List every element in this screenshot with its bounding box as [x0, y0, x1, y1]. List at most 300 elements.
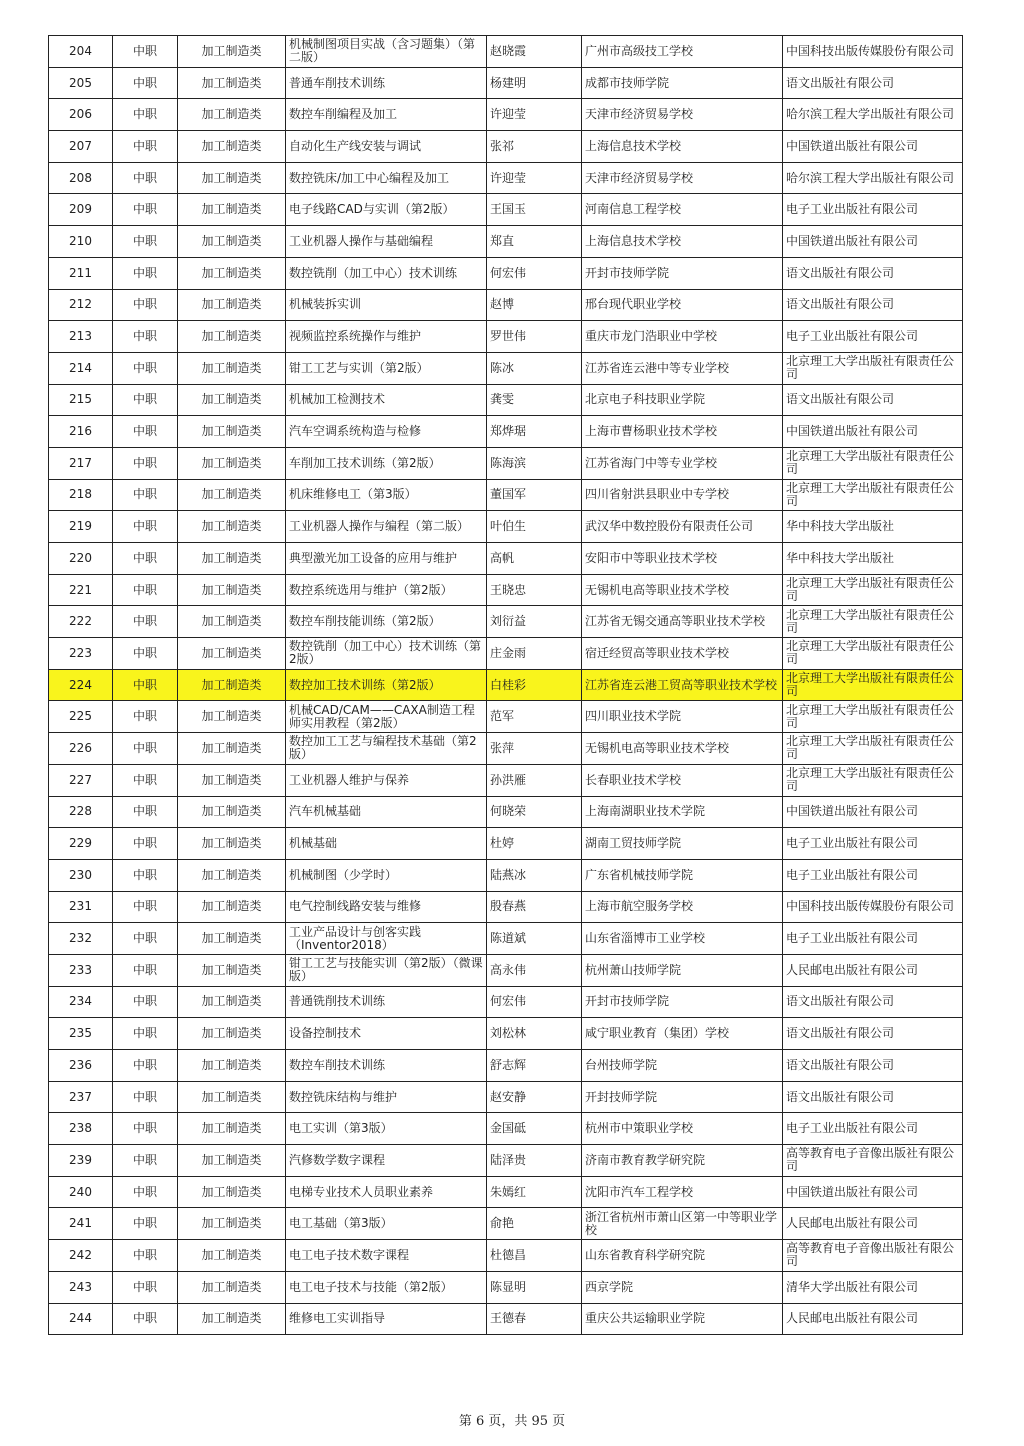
row-number-cell: 215	[49, 384, 113, 416]
category-cell: 加工制造类	[178, 986, 286, 1018]
publisher-cell: 北京理工大学出版社有限责任公司	[783, 733, 963, 765]
school-cell: 浙江省杭州市萧山区第一中等职业学校	[582, 1208, 783, 1240]
category-cell: 加工制造类	[178, 384, 286, 416]
publisher-cell: 清华大学出版社有限公司	[783, 1271, 963, 1303]
education-level-cell: 中职	[113, 1176, 178, 1208]
author-cell: 杜婷	[487, 828, 582, 860]
book-title-cell: 电气控制线路安装与维修	[286, 891, 487, 923]
publisher-cell: 人民邮电出版社有限公司	[783, 1303, 963, 1335]
table-row	[49, 352, 963, 384]
table-row	[49, 859, 963, 891]
publisher-cell: 语文出版社有限公司	[783, 67, 963, 99]
school-cell: 无锡机电高等职业技术学校	[582, 574, 783, 606]
author-cell: 陈海滨	[487, 447, 582, 479]
row-number-cell: 243	[49, 1271, 113, 1303]
author-cell: 郑烨琚	[487, 416, 582, 448]
author-cell: 刘松林	[487, 1018, 582, 1050]
education-level-cell: 中职	[113, 669, 178, 701]
row-number-cell: 236	[49, 1050, 113, 1082]
publisher-cell: 高等教育电子音像出版社有限公司	[783, 1240, 963, 1272]
category-cell: 加工制造类	[178, 859, 286, 891]
category-cell: 加工制造类	[178, 162, 286, 194]
author-cell: 张祁	[487, 131, 582, 163]
school-cell: 台州技师学院	[582, 1050, 783, 1082]
school-cell: 杭州萧山技师学院	[582, 954, 783, 986]
education-level-cell: 中职	[113, 923, 178, 955]
author-cell: 张萍	[487, 733, 582, 765]
publisher-cell: 中国铁道出版社有限公司	[783, 131, 963, 163]
publisher-cell: 语文出版社有限公司	[783, 257, 963, 289]
row-number-cell: 227	[49, 764, 113, 796]
table-row	[49, 606, 963, 638]
school-cell: 成都市技师学院	[582, 67, 783, 99]
school-cell: 山东省淄博市工业学校	[582, 923, 783, 955]
book-title-cell: 普通铣削技术训练	[286, 986, 487, 1018]
book-title-cell: 工业机器人维护与保养	[286, 764, 487, 796]
book-title-cell: 钳工工艺与技能实训（第2版）（微课版）	[286, 954, 487, 986]
table-row	[49, 1113, 963, 1145]
book-title-cell: 数控铣削（加工中心）技术训练（第2版）	[286, 638, 487, 670]
page-footer: 第 6 页，共 95 页	[458, 1414, 566, 1429]
school-cell: 天津市经济贸易学校	[582, 162, 783, 194]
education-level-cell: 中职	[113, 891, 178, 923]
table-row	[49, 1176, 963, 1208]
book-title-cell: 车削加工技术训练（第2版）	[286, 447, 487, 479]
school-cell: 开封市技师学院	[582, 986, 783, 1018]
row-number-cell: 205	[49, 67, 113, 99]
category-cell: 加工制造类	[178, 543, 286, 575]
school-cell: 重庆公共运输职业学院	[582, 1303, 783, 1335]
school-cell: 长春职业技术学校	[582, 764, 783, 796]
row-number-cell: 219	[49, 511, 113, 543]
table-row	[49, 511, 963, 543]
category-cell: 加工制造类	[178, 954, 286, 986]
author-cell: 陆燕冰	[487, 859, 582, 891]
education-level-cell: 中职	[113, 859, 178, 891]
school-cell: 咸宁职业教育（集团）学校	[582, 1018, 783, 1050]
row-number-cell: 207	[49, 131, 113, 163]
category-cell: 加工制造类	[178, 923, 286, 955]
author-cell: 范军	[487, 701, 582, 733]
author-cell: 庄金雨	[487, 638, 582, 670]
table-row	[49, 131, 963, 163]
table-row	[49, 1050, 963, 1082]
table-row	[49, 99, 963, 131]
school-cell: 开封技师学院	[582, 1081, 783, 1113]
school-cell: 天津市经济贸易学校	[582, 99, 783, 131]
row-number-cell: 233	[49, 954, 113, 986]
author-cell: 董国军	[487, 479, 582, 511]
row-number-cell: 231	[49, 891, 113, 923]
author-cell: 孙洪雁	[487, 764, 582, 796]
book-title-cell: 数控系统选用与维护（第2版）	[286, 574, 487, 606]
row-number-cell: 209	[49, 194, 113, 226]
school-cell: 江苏省连云港中等专业学校	[582, 352, 783, 384]
education-level-cell: 中职	[113, 384, 178, 416]
publisher-cell: 北京理工大学出版社有限责任公司	[783, 701, 963, 733]
school-cell: 河南信息工程学校	[582, 194, 783, 226]
category-cell: 加工制造类	[178, 701, 286, 733]
author-cell: 龚雯	[487, 384, 582, 416]
school-cell: 杭州市中策职业学校	[582, 1113, 783, 1145]
author-cell: 白桂彩	[487, 669, 582, 701]
publisher-cell: 电子工业出版社有限公司	[783, 859, 963, 891]
author-cell: 郑直	[487, 226, 582, 258]
author-cell: 陈道斌	[487, 923, 582, 955]
education-level-cell: 中职	[113, 352, 178, 384]
author-cell: 许迎莹	[487, 162, 582, 194]
category-cell: 加工制造类	[178, 1208, 286, 1240]
education-level-cell: 中职	[113, 701, 178, 733]
education-level-cell: 中职	[113, 1208, 178, 1240]
table-row	[49, 257, 963, 289]
school-cell: 上海南湖职业技术学院	[582, 796, 783, 828]
row-number-cell: 242	[49, 1240, 113, 1272]
book-title-cell: 数控加工工艺与编程技术基础（第2版）	[286, 733, 487, 765]
publisher-cell: 语文出版社有限公司	[783, 384, 963, 416]
author-cell: 叶伯生	[487, 511, 582, 543]
category-cell: 加工制造类	[178, 606, 286, 638]
education-level-cell: 中职	[113, 1240, 178, 1272]
education-level-cell: 中职	[113, 99, 178, 131]
education-level-cell: 中职	[113, 1303, 178, 1335]
book-title-cell: 工业产品设计与创客实践（Inventor2018）	[286, 923, 487, 955]
category-cell: 加工制造类	[178, 194, 286, 226]
book-title-cell: 机械装拆实训	[286, 289, 487, 321]
row-number-cell: 241	[49, 1208, 113, 1240]
book-title-cell: 机械基础	[286, 828, 487, 860]
book-title-cell: 电工电子技术数字课程	[286, 1240, 487, 1272]
author-cell: 舒志辉	[487, 1050, 582, 1082]
education-level-cell: 中职	[113, 194, 178, 226]
school-cell: 武汉华中数控股份有限责任公司	[582, 511, 783, 543]
table-row	[49, 1145, 963, 1177]
book-title-cell: 视频监控系统操作与维护	[286, 321, 487, 353]
publisher-cell: 人民邮电出版社有限公司	[783, 1208, 963, 1240]
book-title-cell: 典型激光加工设备的应用与维护	[286, 543, 487, 575]
table-row	[49, 1303, 963, 1335]
publisher-cell: 高等教育电子音像出版社有限公司	[783, 1145, 963, 1177]
education-level-cell: 中职	[113, 574, 178, 606]
publisher-cell: 中国铁道出版社有限公司	[783, 1176, 963, 1208]
publisher-cell: 北京理工大学出版社有限责任公司	[783, 574, 963, 606]
author-cell: 刘衍益	[487, 606, 582, 638]
book-title-cell: 机械加工检测技术	[286, 384, 487, 416]
row-number-cell: 216	[49, 416, 113, 448]
table-row	[49, 36, 963, 68]
publisher-cell: 中国科技出版传媒股份有限公司	[783, 891, 963, 923]
school-cell: 宿迁经贸高等职业技术学校	[582, 638, 783, 670]
category-cell: 加工制造类	[178, 479, 286, 511]
table-row	[49, 162, 963, 194]
row-number-cell: 224	[49, 669, 113, 701]
category-cell: 加工制造类	[178, 1081, 286, 1113]
row-number-cell: 218	[49, 479, 113, 511]
category-cell: 加工制造类	[178, 764, 286, 796]
education-level-cell: 中职	[113, 162, 178, 194]
education-level-cell: 中职	[113, 226, 178, 258]
education-level-cell: 中职	[113, 638, 178, 670]
row-number-cell: 213	[49, 321, 113, 353]
row-number-cell: 217	[49, 447, 113, 479]
table-row	[49, 1018, 963, 1050]
education-level-cell: 中职	[113, 1113, 178, 1145]
author-cell: 殷春燕	[487, 891, 582, 923]
education-level-cell: 中职	[113, 67, 178, 99]
book-title-cell: 数控铣床/加工中心编程及加工	[286, 162, 487, 194]
category-cell: 加工制造类	[178, 1240, 286, 1272]
table-row	[49, 416, 963, 448]
publisher-cell: 北京理工大学出版社有限责任公司	[783, 479, 963, 511]
publisher-cell: 哈尔滨工程大学出版社有限公司	[783, 99, 963, 131]
category-cell: 加工制造类	[178, 447, 286, 479]
book-title-cell: 机械制图项目实战（含习题集）（第二版）	[286, 36, 487, 68]
publisher-cell: 电子工业出版社有限公司	[783, 828, 963, 860]
education-level-cell: 中职	[113, 257, 178, 289]
category-cell: 加工制造类	[178, 891, 286, 923]
book-title-cell: 数控铣削（加工中心）技术训练	[286, 257, 487, 289]
table-row	[49, 67, 963, 99]
publisher-cell: 语文出版社有限公司	[783, 1018, 963, 1050]
school-cell: 四川省射洪县职业中专学校	[582, 479, 783, 511]
row-number-cell: 225	[49, 701, 113, 733]
category-cell: 加工制造类	[178, 1271, 286, 1303]
category-cell: 加工制造类	[178, 828, 286, 860]
author-cell: 高帆	[487, 543, 582, 575]
education-level-cell: 中职	[113, 986, 178, 1018]
row-number-cell: 221	[49, 574, 113, 606]
author-cell: 高永伟	[487, 954, 582, 986]
education-level-cell: 中职	[113, 796, 178, 828]
education-level-cell: 中职	[113, 828, 178, 860]
publisher-cell: 北京理工大学出版社有限责任公司	[783, 764, 963, 796]
publisher-cell: 北京理工大学出版社有限责任公司	[783, 352, 963, 384]
table-row	[49, 289, 963, 321]
row-number-cell: 222	[49, 606, 113, 638]
row-number-cell: 206	[49, 99, 113, 131]
book-title-cell: 电工实训（第3版）	[286, 1113, 487, 1145]
author-cell: 金国砥	[487, 1113, 582, 1145]
publisher-cell: 北京理工大学出版社有限责任公司	[783, 638, 963, 670]
school-cell: 湖南工贸技师学院	[582, 828, 783, 860]
book-title-cell: 机械制图（少学时）	[286, 859, 487, 891]
table-row	[49, 543, 963, 575]
publisher-cell: 电子工业出版社有限公司	[783, 321, 963, 353]
school-cell: 广州市高级技工学校	[582, 36, 783, 68]
publisher-cell: 华中科技大学出版社	[783, 543, 963, 575]
row-number-cell: 210	[49, 226, 113, 258]
category-cell: 加工制造类	[178, 67, 286, 99]
table-row	[49, 1208, 963, 1240]
book-title-cell: 汽修数学数字课程	[286, 1145, 487, 1177]
author-cell: 赵安静	[487, 1081, 582, 1113]
table-row	[49, 1240, 963, 1272]
category-cell: 加工制造类	[178, 1050, 286, 1082]
publisher-cell: 北京理工大学出版社有限责任公司	[783, 606, 963, 638]
table-row	[49, 479, 963, 511]
publisher-cell: 语文出版社有限公司	[783, 1081, 963, 1113]
table-row	[49, 1081, 963, 1113]
table-row	[49, 764, 963, 796]
education-level-cell: 中职	[113, 1018, 178, 1050]
category-cell: 加工制造类	[178, 1303, 286, 1335]
row-number-cell: 220	[49, 543, 113, 575]
author-cell: 陈冰	[487, 352, 582, 384]
school-cell: 北京电子科技职业学院	[582, 384, 783, 416]
table-row	[49, 669, 963, 701]
publisher-cell: 哈尔滨工程大学出版社有限公司	[783, 162, 963, 194]
book-title-cell: 数控加工技术训练（第2版）	[286, 669, 487, 701]
education-level-cell: 中职	[113, 1050, 178, 1082]
school-cell: 开封市技师学院	[582, 257, 783, 289]
book-title-cell: 机床维修电工（第3版）	[286, 479, 487, 511]
author-cell: 赵博	[487, 289, 582, 321]
row-number-cell: 239	[49, 1145, 113, 1177]
book-title-cell: 工业机器人操作与编程（第二版）	[286, 511, 487, 543]
category-cell: 加工制造类	[178, 226, 286, 258]
table-row	[49, 194, 963, 226]
table-row	[49, 638, 963, 670]
education-level-cell: 中职	[113, 321, 178, 353]
row-number-cell: 240	[49, 1176, 113, 1208]
book-title-cell: 数控铣床结构与维护	[286, 1081, 487, 1113]
publisher-cell: 电子工业出版社有限公司	[783, 923, 963, 955]
school-cell: 江苏省连云港工贸高等职业技术学校	[582, 669, 783, 701]
education-level-cell: 中职	[113, 289, 178, 321]
book-title-cell: 自动化生产线安装与调试	[286, 131, 487, 163]
category-cell: 加工制造类	[178, 352, 286, 384]
school-cell: 无锡机电高等职业技术学校	[582, 733, 783, 765]
table-row	[49, 923, 963, 955]
row-number-cell: 223	[49, 638, 113, 670]
table-row	[49, 1271, 963, 1303]
category-cell: 加工制造类	[178, 796, 286, 828]
publisher-cell: 人民邮电出版社有限公司	[783, 954, 963, 986]
table-row	[49, 954, 963, 986]
table-row	[49, 574, 963, 606]
school-cell: 上海信息技术学校	[582, 131, 783, 163]
publisher-cell: 电子工业出版社有限公司	[783, 1113, 963, 1145]
education-level-cell: 中职	[113, 733, 178, 765]
education-level-cell: 中职	[113, 511, 178, 543]
book-title-cell: 汽车空调系统构造与检修	[286, 416, 487, 448]
publisher-cell: 语文出版社有限公司	[783, 1050, 963, 1082]
school-cell: 沈阳市汽车工程学校	[582, 1176, 783, 1208]
school-cell: 邢台现代职业学校	[582, 289, 783, 321]
education-level-cell: 中职	[113, 764, 178, 796]
publisher-cell: 语文出版社有限公司	[783, 289, 963, 321]
table-row	[49, 384, 963, 416]
education-level-cell: 中职	[113, 954, 178, 986]
book-title-cell: 数控车削技术训练	[286, 1050, 487, 1082]
category-cell: 加工制造类	[178, 36, 286, 68]
row-number-cell: 237	[49, 1081, 113, 1113]
book-title-cell: 机械CAD/CAM——CAXA制造工程师实用教程（第2版）	[286, 701, 487, 733]
publisher-cell: 北京理工大学出版社有限责任公司	[783, 447, 963, 479]
row-number-cell: 211	[49, 257, 113, 289]
publisher-cell: 中国铁道出版社有限公司	[783, 796, 963, 828]
publisher-cell: 电子工业出版社有限公司	[783, 194, 963, 226]
table-row	[49, 986, 963, 1018]
author-cell: 朱嫣红	[487, 1176, 582, 1208]
table-row	[49, 226, 963, 258]
row-number-cell: 228	[49, 796, 113, 828]
author-cell: 陈显明	[487, 1271, 582, 1303]
book-title-cell: 电工电子技术与技能（第2版）	[286, 1271, 487, 1303]
book-title-cell: 设备控制技术	[286, 1018, 487, 1050]
school-cell: 江苏省海门中等专业学校	[582, 447, 783, 479]
book-title-cell: 电工基础（第3版）	[286, 1208, 487, 1240]
education-level-cell: 中职	[113, 131, 178, 163]
school-cell: 江苏省无锡交通高等职业技术学校	[582, 606, 783, 638]
row-number-cell: 214	[49, 352, 113, 384]
author-cell: 何宏伟	[487, 257, 582, 289]
row-number-cell: 238	[49, 1113, 113, 1145]
table-row	[49, 733, 963, 765]
school-cell: 重庆市龙门浩职业中学校	[582, 321, 783, 353]
category-cell: 加工制造类	[178, 669, 286, 701]
author-cell: 俞艳	[487, 1208, 582, 1240]
table-row	[49, 891, 963, 923]
book-title-cell: 数控车削编程及加工	[286, 99, 487, 131]
school-cell: 山东省教育科学研究院	[582, 1240, 783, 1272]
row-number-cell: 212	[49, 289, 113, 321]
education-level-cell: 中职	[113, 606, 178, 638]
publisher-cell: 中国铁道出版社有限公司	[783, 226, 963, 258]
row-number-cell: 232	[49, 923, 113, 955]
category-cell: 加工制造类	[178, 1145, 286, 1177]
school-cell: 济南市教育教学研究院	[582, 1145, 783, 1177]
category-cell: 加工制造类	[178, 638, 286, 670]
author-cell: 陆泽贵	[487, 1145, 582, 1177]
book-title-cell: 电梯专业技术人员职业素养	[286, 1176, 487, 1208]
education-level-cell: 中职	[113, 1271, 178, 1303]
education-level-cell: 中职	[113, 447, 178, 479]
education-level-cell: 中职	[113, 1081, 178, 1113]
row-number-cell: 204	[49, 36, 113, 68]
table-row	[49, 796, 963, 828]
category-cell: 加工制造类	[178, 99, 286, 131]
book-title-cell: 钳工工艺与实训（第2版）	[286, 352, 487, 384]
education-level-cell: 中职	[113, 479, 178, 511]
category-cell: 加工制造类	[178, 1176, 286, 1208]
category-cell: 加工制造类	[178, 321, 286, 353]
book-title-cell: 数控车削技能训练（第2版）	[286, 606, 487, 638]
education-level-cell: 中职	[113, 1145, 178, 1177]
publisher-cell: 语文出版社有限公司	[783, 986, 963, 1018]
school-cell: 上海信息技术学校	[582, 226, 783, 258]
school-cell: 上海市曹杨职业技术学校	[582, 416, 783, 448]
book-title-cell: 电子线路CAD与实训（第2版）	[286, 194, 487, 226]
author-cell: 杜德昌	[487, 1240, 582, 1272]
education-level-cell: 中职	[113, 416, 178, 448]
category-cell: 加工制造类	[178, 257, 286, 289]
publisher-cell: 中国科技出版传媒股份有限公司	[783, 36, 963, 68]
author-cell: 何晓荣	[487, 796, 582, 828]
category-cell: 加工制造类	[178, 733, 286, 765]
author-cell: 罗世伟	[487, 321, 582, 353]
row-number-cell: 226	[49, 733, 113, 765]
table-row	[49, 447, 963, 479]
row-number-cell: 234	[49, 986, 113, 1018]
school-cell: 广东省机械技师学院	[582, 859, 783, 891]
book-title-cell: 普通车削技术训练	[286, 67, 487, 99]
author-cell: 王晓忠	[487, 574, 582, 606]
table-row	[49, 828, 963, 860]
author-cell: 许迎莹	[487, 99, 582, 131]
author-cell: 杨建明	[487, 67, 582, 99]
table-row	[49, 701, 963, 733]
